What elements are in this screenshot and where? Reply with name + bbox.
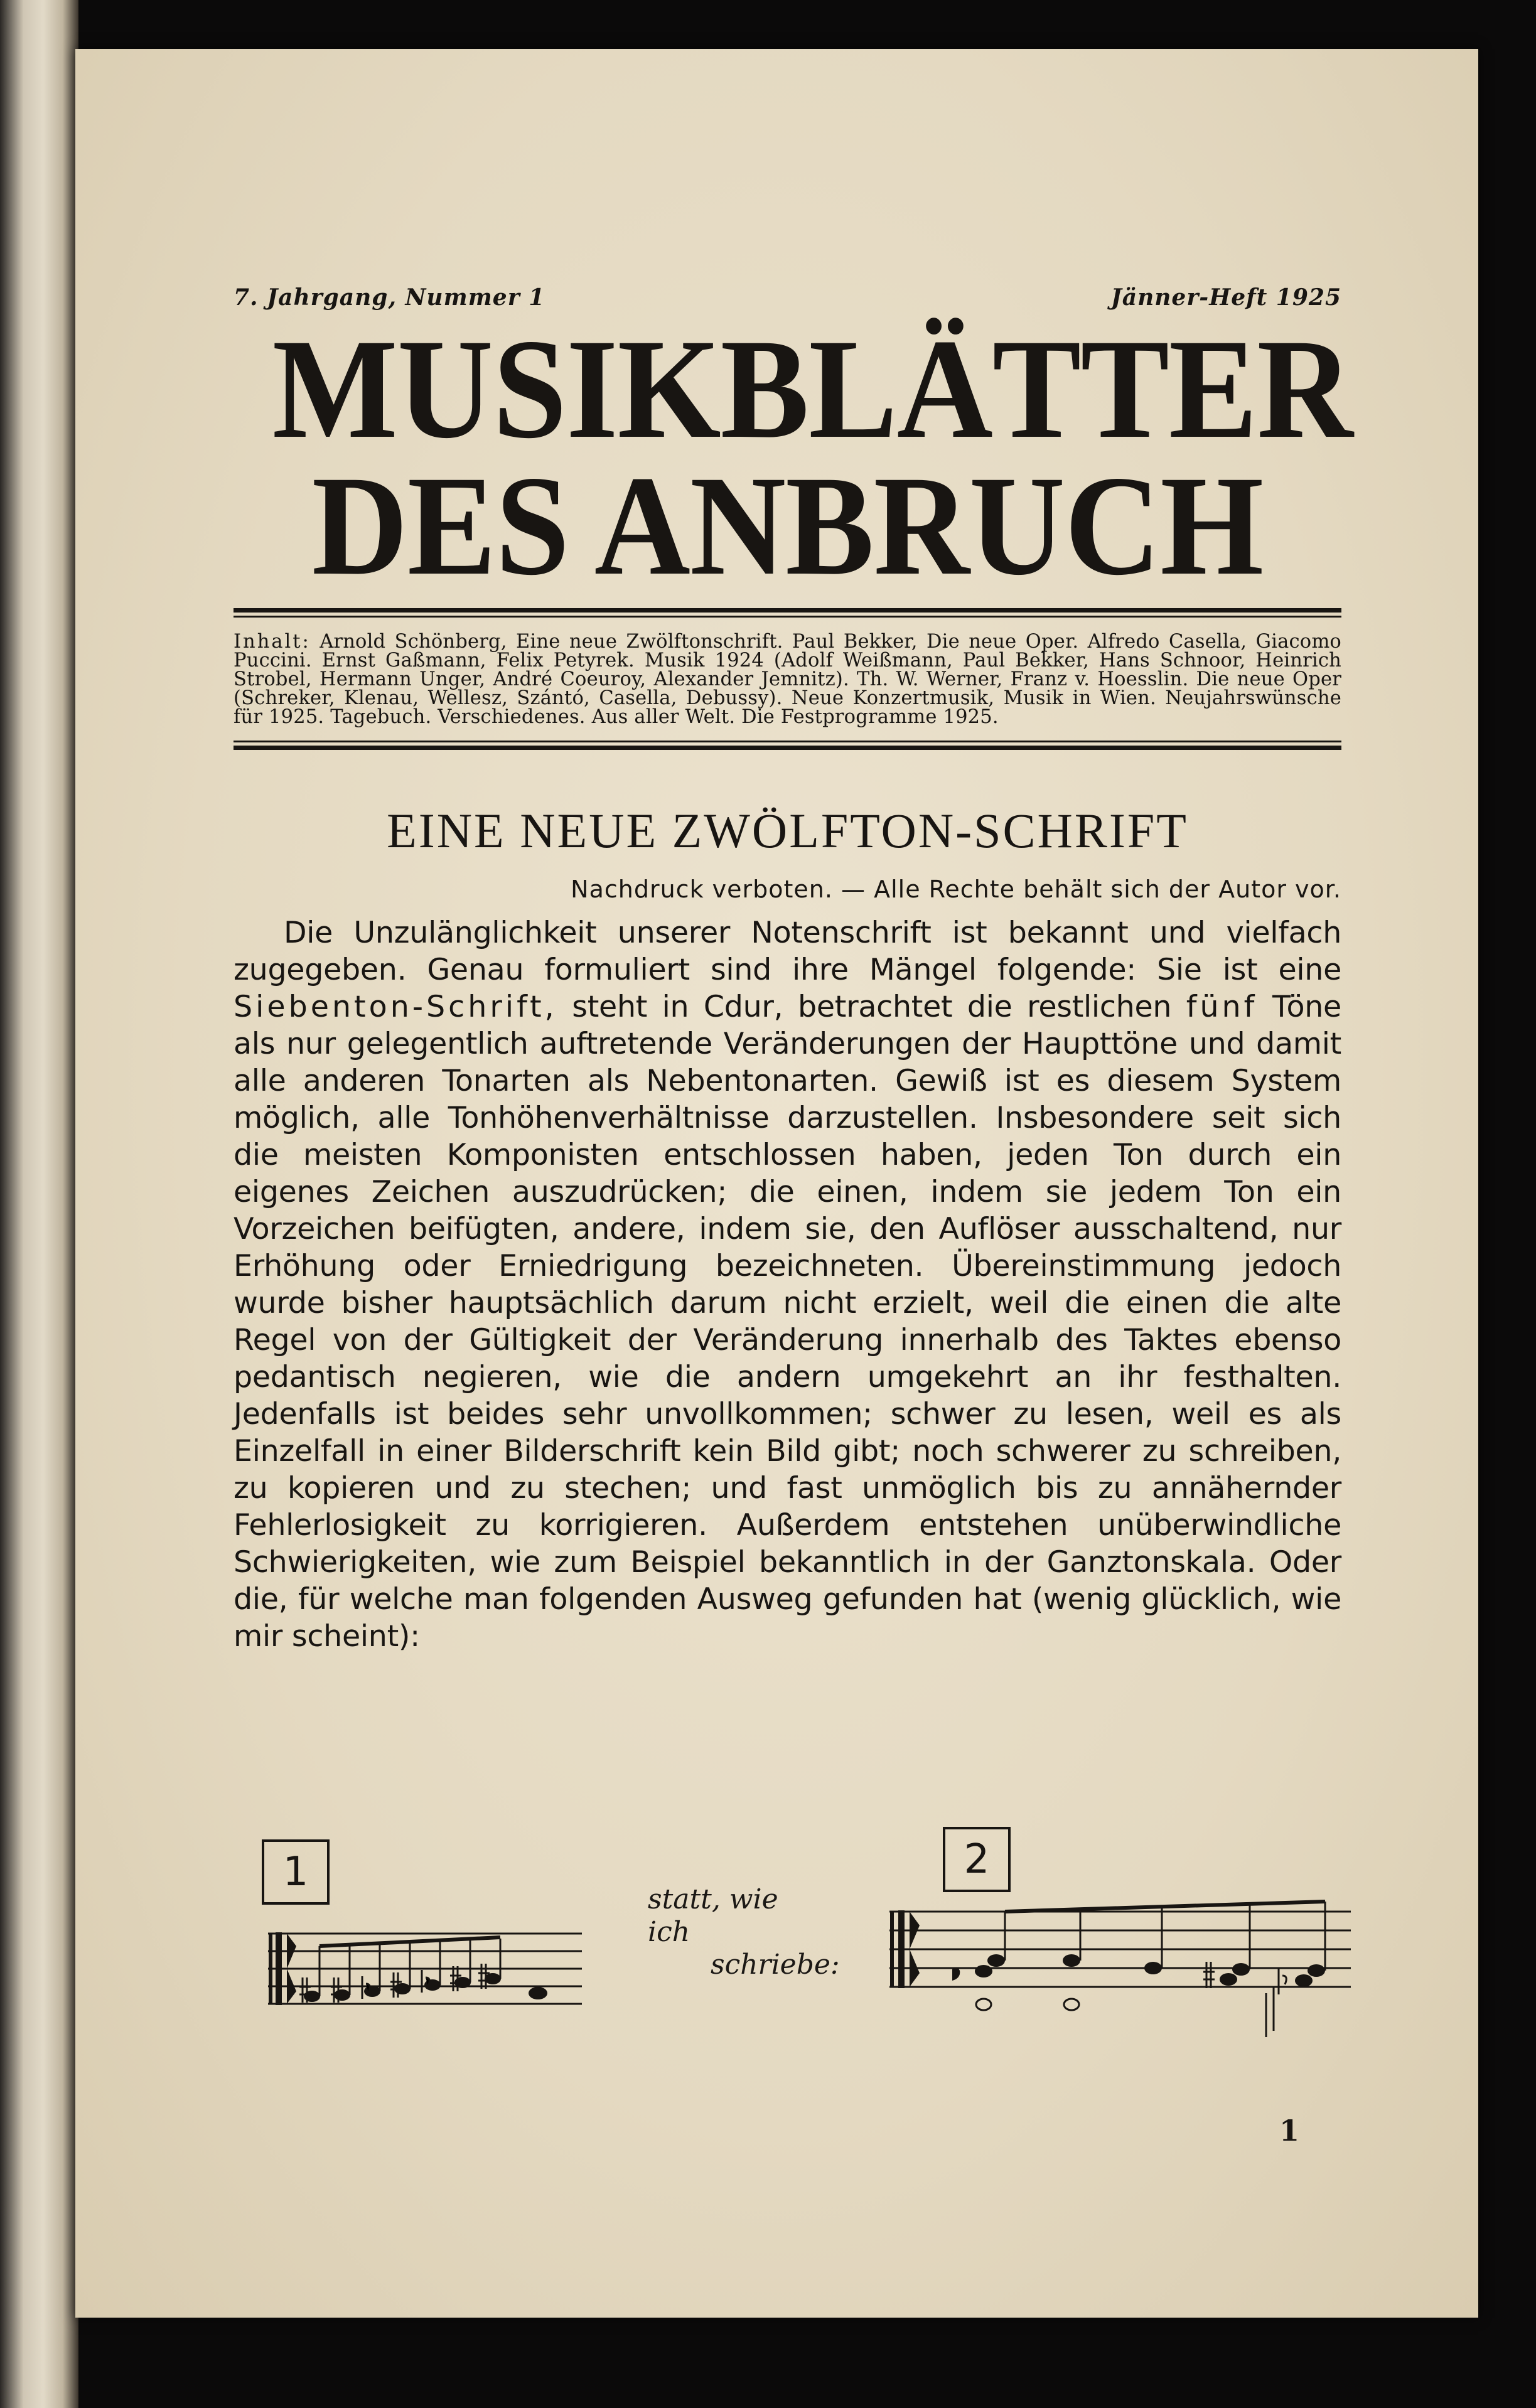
music-examples [234,1836,1341,2053]
issue-date: Jänner-Heft 1925 [1110,284,1341,311]
body-part-3: Töne als nur gelegentlich auftretende Veränderungen der Haupttöne und damit alle anderen Tonarten als Nebentonarten. Gewiß ist es diesem System möglich, alle Tonhöhenverhältnisse darzustellen. Insbesondere seit sich die meisten Komponisten entschlossen haben, jeden Ton durch ein eigenes Zeichen auszudrücken; die einen, indem sie jedem Ton ein Vorzeichen beifügten, andere, indem sie, den Auflöser ausschaltend, nur Erhöhung oder Erniedrigung bezeichneten. Übereinstimmung jedoch wurde bisher hauptsächlich darum nicht erzielt, weil die einen die alte Regel von der Gültigkeit der Veränderung innerhalb des Taktes ebenso pedantisch negieren, wie die andern umgekehrt an ihr festhalten. Jedenfalls ist beides sehr unvollkommen; schwer zu lesen, weil es als Einzelfall in einer Bilderschrift kein Bild gibt; noch schwerer zu schreiben, zu kopieren und zu stechen; und fast unmöglich bis zu annähernder Fehlerlosigkeit zu korrigieren. Außerdem entstehen unüberwindliche Schwierigkeiten, wie zum Beispiel bekanntlich in der Ganztonskala. Oder die, für welche man folgenden Ausweg gefunden hat (wenig glücklich, wie mir scheint): [234,990,1341,1654]
body-part-1: Die Unzulänglichkeit unserer Notenschrift ist bekannt und vielfach zugegeben. Genau formuliert sind ihre Mängel folgende: Sie ist eine [234,916,1341,987]
masthead-title [272,310,1353,605]
masthead-line-1: MUSIKBLÄTTER [272,310,1353,468]
issue-header [234,284,1341,311]
contents-rule [234,741,1341,750]
handwritten-annotation [648,1883,840,1981]
page-number: 1 [1279,2114,1299,2148]
article-title: EINE NEUE ZWÖLFTON-SCHRIFT [387,803,1188,858]
contents-text: Arnold Schönberg, Eine neue Zwölftonschrift. Paul Bekker, Die neue Oper. Alfredo Casella, Giacomo Puccini. Ernst Gaßmann, Felix Petyrek. Musik 1924 (Adolf Weißmann, Paul Bekker, Hans Schnoor, Heinrich Strobel, Hermann Unger, André Coeuroy, Alexander Jemnitz). Th. W. Werner, Franz v. Hoesslin. Die neue Oper (Schreker, Klenau, Wellesz, Szántó, Casella, Debussy). Neue Konzertmusik, Musik in Wien. Neujahrswünsche für 1925. Tagebuch. Verschiedenes. Aus aller Welt. Die Festprogramme 1925. [234,631,1341,728]
body-part-2: steht in Cdur, betrachtet die restlichen [572,990,1172,1024]
page-content [234,284,1353,1981]
body-emphasis-1: Siebenton-Schrift, [234,990,557,1024]
masthead-line-2: DES ANBRUCH [311,447,1264,605]
body-emphasis-2: fünf [1186,990,1258,1024]
example-2-label: 2 [943,1827,1011,1892]
masthead-rule [234,608,1341,618]
contents-label: Inhalt: [234,631,311,653]
table-of-contents [234,633,1341,727]
handwritten-line-1: statt, wie ich [648,1883,778,1948]
volume-number: 7. Jahrgang, Nummer 1 [234,284,545,311]
magazine-page [75,49,1478,2318]
copyright-notice: Nachdruck verboten. — Alle Rechte behält sich der Autor vor. [571,875,1341,903]
adjacent-page-edge [0,0,78,2408]
example-2-staff [889,1893,1354,2056]
article-body [234,914,1341,1655]
example-1-staff [268,1908,582,2015]
handwritten-line-2: schriebe: [711,1949,840,1981]
example-1-label: 1 [262,1839,330,1905]
